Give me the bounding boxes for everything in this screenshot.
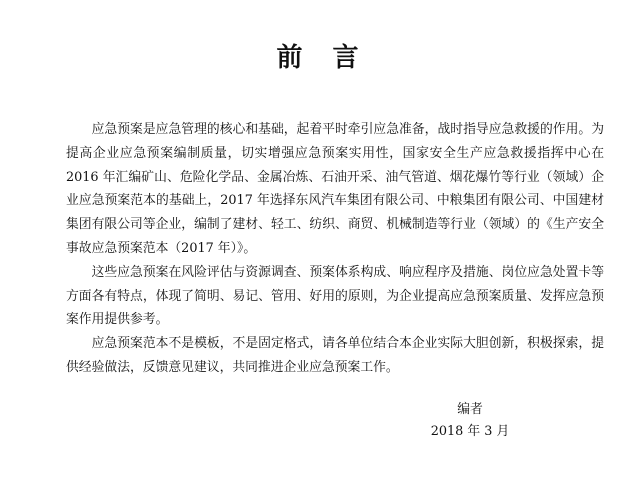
paragraph-2: 这些应急预案在风险评估与资源调查、预案体系构成、响应程序及措施、岗位应急处置卡等方面各有特点，体现了简明、易记、管用、好用的原则，为企业提高应急预案质量、发挥应急预案作用提供参考。 <box>66 264 604 328</box>
paragraph-1: 应急预案是应急管理的核心和基础，起着平时牵引应急准备，战时指导应急救援的作用。为提高企业应急预案编制质量，切实增强应急预案实用性，国家安全生产应急救援指挥中心在 2016 年汇编矿山、危险化学品、金属冶炼、石油开采、油气管道、烟花爆竹等行业（领域）企业应急预案范本的基础上，2017 年选择东风汽车集团有限公司、中粮集团有限公司、中国建材集团有限公司等企业，编制了建材、轻工、纺织、商贸、机械制造等行业（领域）的《生产安全事故应急预案范本（2017 年）》。 <box>66 122 604 256</box>
signature-editor: 编者 <box>457 402 483 417</box>
page-title: 前言 <box>276 43 389 73</box>
preface-body <box>66 118 604 380</box>
signature-date: 2018 年 3 月 <box>430 424 510 439</box>
paragraph-3: 应急预案范本不是模板，不是固定格式，请各单位结合本企业实际大胆创新，积极探索，提供经验做法，反馈意见建议，共同推进企业应急预案工作。 <box>66 336 604 375</box>
